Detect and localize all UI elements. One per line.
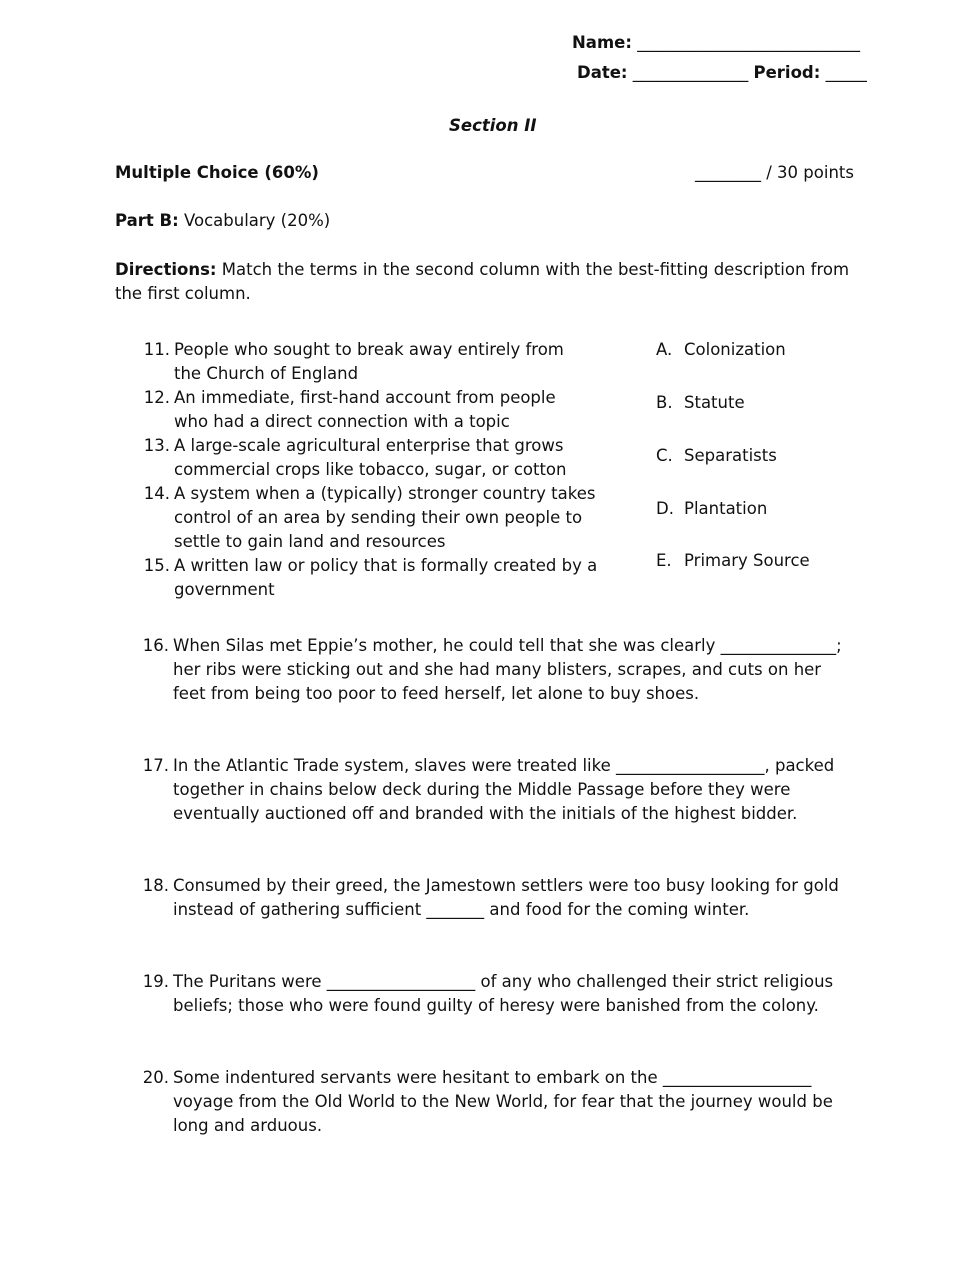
name-blank[interactable]: ___________________________ [637,33,860,52]
option-term: Plantation [684,499,768,518]
item-text-line: Consumed by their greed, the Jamestown settlers were too busy looking for gold [173,876,839,895]
option-letter: D. [656,499,674,518]
item-text-line: eventually auctioned off and branded with the initials of the highest bidder. [173,804,798,823]
date-blank[interactable]: ______________ [632,63,749,82]
item-text-line: Some indentured servants were hesitant to embark on the __________________ [173,1068,812,1087]
option-letter: A. [656,340,673,359]
item-text-line: When Silas met Eppie’s mother, he could tell that she was clearly ______________; [173,636,842,655]
item-text-line: control of an area by sending their own people to [174,508,583,527]
item-text-line: An immediate, first-hand account from people [174,388,556,407]
item-number: 16. [142,636,169,655]
option-letter: B. [656,393,673,412]
points-score[interactable]: ________ / 30 points [695,163,854,182]
item-number: 20. [142,1068,169,1087]
item-text-line: The Puritans were __________________ of any who challenged their strict religious [173,972,834,991]
item-number: 15. [143,556,170,575]
item-text-line: long and arduous. [173,1116,323,1135]
option-term: Primary Source [684,551,810,570]
option-letter: C. [656,446,673,465]
item-text-line: A large-scale agricultural enterprise that grows [174,436,564,455]
item-text-line: settle to gain land and resources [174,532,446,551]
item-number: 12. [143,388,170,407]
option-term: Statute [684,393,745,412]
item-text-line: commercial crops like tobacco, sugar, or cotton [174,460,567,479]
part-b-text: Vocabulary (20%) [178,211,331,230]
item-text-line: voyage from the Old World to the New World, for fear that the journey would be [173,1092,833,1111]
date-period-row [577,63,867,82]
option-term: Separatists [684,446,777,465]
option-letter: E. [656,551,672,570]
option-term: Colonization [684,340,786,359]
item-text-line: instead of gathering sufficient _______ and food for the coming winter. [173,900,750,919]
name-row [572,33,860,52]
item-text-line: government [174,580,275,599]
item-text-line: feet from being too poor to feed herself, let alone to buy shoes. [173,684,700,703]
item-text-line: together in chains below deck during the Middle Passage before they were [173,780,791,799]
period-label: Period: [753,63,821,82]
date-label: Date: [577,63,628,82]
part-b-label: Part B: [115,211,179,230]
section-title: Section II [449,116,537,135]
item-text-line: the Church of England [174,364,359,383]
item-number: 19. [142,972,169,991]
name-label: Name: [572,33,632,52]
item-number: 14. [143,484,170,503]
directions-label: Directions: [115,260,217,279]
item-text-line: A system when a (typically) stronger country takes [174,484,596,503]
directions-line-1: Match the terms in the second column with the best-fitting description from [216,260,850,279]
item-number: 13. [143,436,170,455]
multiple-choice-label: Multiple Choice (60%) [115,163,319,182]
item-number: 11. [143,340,170,359]
item-text-line: her ribs were sticking out and she had many blisters, scrapes, and cuts on her [173,660,822,679]
item-text-line: A written law or policy that is formally created by a [174,556,598,575]
item-text-line: beliefs; those who were found guilty of heresy were banished from the colony. [173,996,819,1015]
period-blank[interactable]: _____ [825,63,867,82]
directions [115,258,849,306]
directions-line-2: the first column. [115,284,251,303]
item-text-line: In the Atlantic Trade system, slaves were treated like __________________, packed [173,756,835,775]
item-number: 18. [142,876,169,895]
part-b-heading [115,211,330,230]
item-text-line: who had a direct connection with a topic [174,412,510,431]
item-number: 17. [142,756,169,775]
item-text-line: People who sought to break away entirely from [174,340,564,359]
